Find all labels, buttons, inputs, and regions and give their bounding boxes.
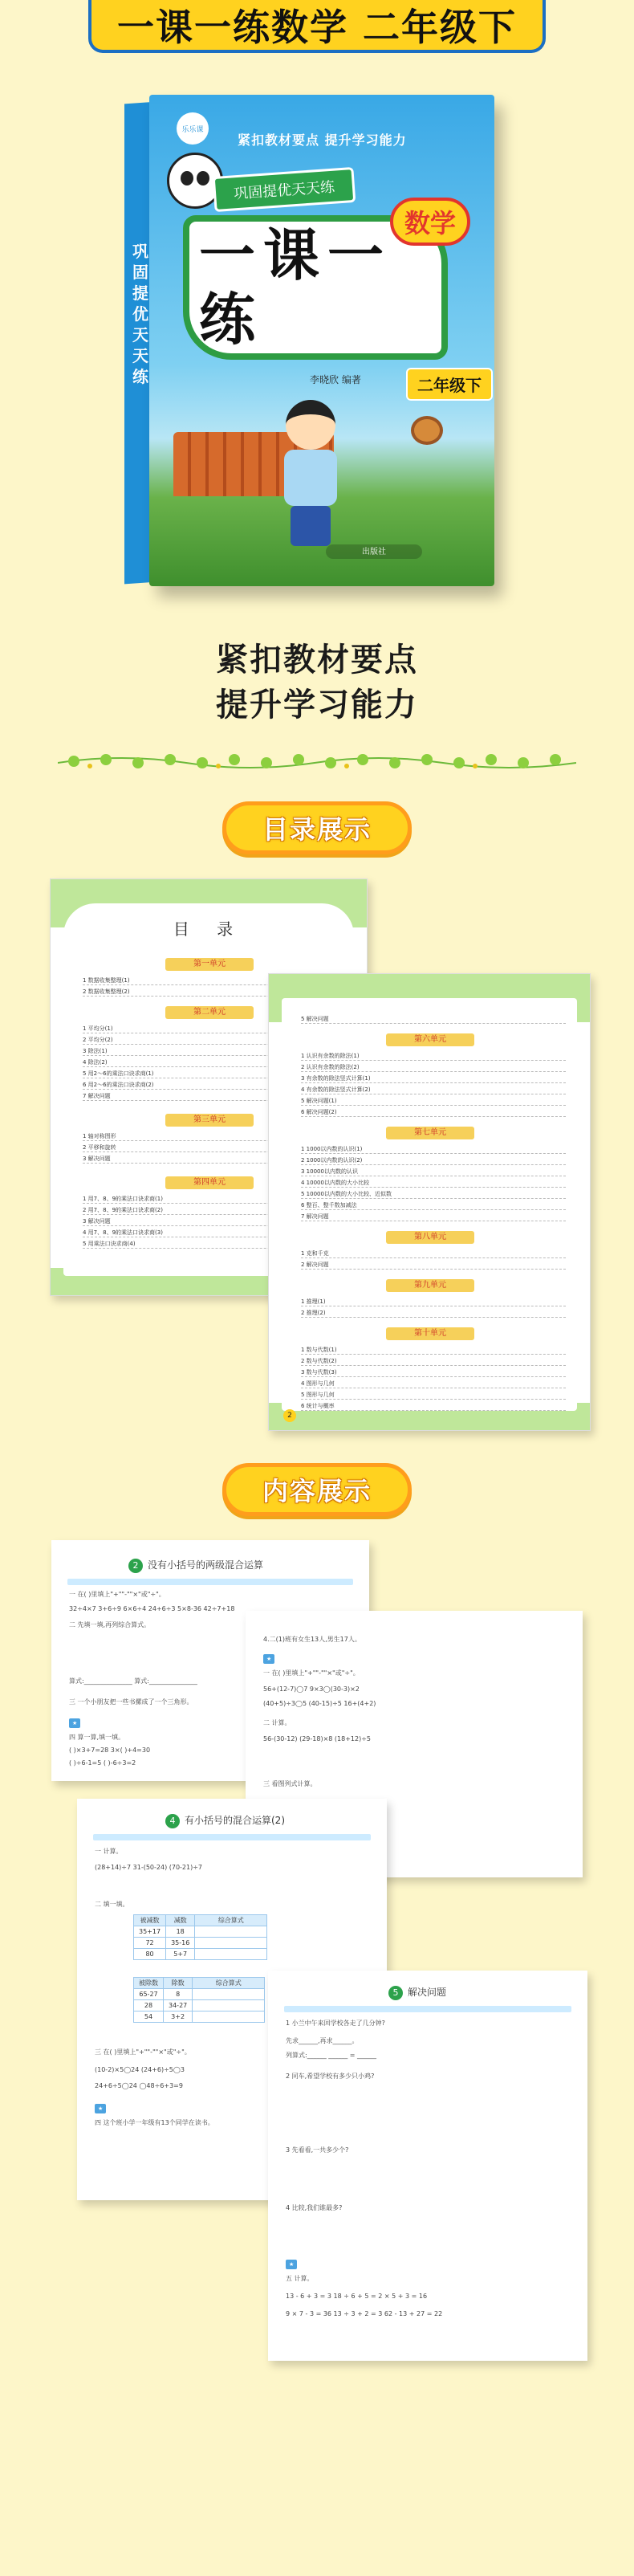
lesson-number-badge: 5 xyxy=(388,1986,403,2000)
practice-tag: ★ xyxy=(95,2104,106,2113)
worksheet-line: 2 同车,希望学校有多少只小鸡? xyxy=(286,2073,375,2080)
toc-section-button xyxy=(222,801,412,854)
toc-entry: 3 解决问题 xyxy=(83,1156,343,1164)
worksheet-line: 四 算一算,填一填。 xyxy=(69,1734,125,1741)
toc-entry: 1 推理(1) xyxy=(301,1298,566,1306)
worksheet-line: 算式:_______________ 算式:_______________ xyxy=(69,1677,197,1685)
worksheet-title-3 xyxy=(165,1813,285,1828)
toc-entry: 5 10000以内数的大小比较、近似数 xyxy=(301,1191,566,1199)
toc-unit-2: 第二单元 xyxy=(165,1006,254,1019)
subject-badge: 数学 xyxy=(390,198,470,246)
worksheet-page-4 xyxy=(268,1971,587,2361)
toc-entry: 1 克和千克 xyxy=(301,1250,566,1258)
toc-unit-7: 第七单元 xyxy=(386,1127,474,1139)
cover-slogan: 紧扣教材要点 提升学习能力 xyxy=(238,132,407,148)
toc-entry: 2 平均分(2) xyxy=(83,1037,343,1045)
worksheet-title-text: 解决问题 xyxy=(408,1987,447,1998)
worksheet-line: 二 计算。 xyxy=(263,1719,291,1726)
worksheet-line: 二 填一填。 xyxy=(95,1901,129,1908)
boy-illustration xyxy=(270,400,350,560)
toc-entry: 2 数与代数(2) xyxy=(301,1358,566,1366)
toc-unit-8: 第八单元 xyxy=(386,1231,474,1244)
slogan-line-1: 紧扣教材要点 xyxy=(216,642,418,679)
worksheet-line: 先求______,再求______。 xyxy=(286,2037,359,2044)
worksheet-line: 列算式:______ ______ = ______ xyxy=(286,2052,377,2059)
toc-entry: 6 解决问题(2) xyxy=(301,1109,566,1117)
worksheet-line: (28+14)÷7 31-(50-24) (70-21)÷7 xyxy=(95,1864,203,1871)
toc-entry: 1 用7、8、9的乘法口诀求商(1) xyxy=(83,1196,343,1204)
worksheet-line: 四 这个班小学一年级有13个同学在读书。 xyxy=(95,2119,214,2126)
toc-entry: 3 除法(1) xyxy=(83,1048,343,1056)
toc-entry: 7 解决问题 xyxy=(301,1213,566,1221)
toc-entry: 2 认识有余数的除法(2) xyxy=(301,1064,566,1072)
worksheet-line: 一 在( )里填上"+""-""×"或"÷"。 xyxy=(263,1669,360,1677)
toc-entry: 1 轴对称图形 xyxy=(83,1133,343,1141)
publisher-label: 出版社 xyxy=(326,544,422,559)
toc-section-label: 目录展示 xyxy=(262,814,372,845)
toc-entry: 1 认识有余数的除法(1) xyxy=(301,1053,566,1061)
toc-heading: 目 录 xyxy=(173,919,245,939)
toc-unit-3: 第三单元 xyxy=(165,1114,254,1127)
worksheet-line: 1 小兰中午来回学校各走了几分钟? xyxy=(286,2020,385,2027)
snail-icon xyxy=(411,416,443,445)
toc-entry: 5 用2～6的乘法口诀求商(1) xyxy=(83,1070,343,1078)
worksheet-line: 3 先看看,一共多少个? xyxy=(286,2146,349,2154)
toc-entry: 7 解决问题 xyxy=(83,1093,343,1101)
toc-entry: 2 数据收集整理(2) xyxy=(83,988,343,997)
calc-table-1: 被减数 减数 综合算式 35+17 18 72 35-16 80 5+7 xyxy=(133,1914,267,1960)
toc-entry: 3 有余数的除法竖式计算(1) xyxy=(301,1075,566,1083)
worksheet-line: 二 先填一填,再列综合算式。 xyxy=(69,1621,151,1628)
calc-table-2: 被除数 除数 综合算式 65-27 8 28 34-27 54 3+2 xyxy=(133,1977,265,2023)
spine-text: 巩固提优天天练 xyxy=(132,242,148,386)
toc-entry: 5 用乘法口诀求商(4) xyxy=(83,1241,343,1249)
worksheet-line: 32÷4×7 3+6÷9 6×6÷4 24+6÷3 5×8-36 42÷7+18 xyxy=(69,1605,235,1612)
banner-title: 一课一练数学 二年级下 xyxy=(116,6,517,49)
toc-unit-4: 第四单元 xyxy=(165,1176,254,1189)
toc-entry: 2 1000以内数的认识(2) xyxy=(301,1157,566,1165)
worksheet-line: 一 在( )里填上"+""-""×"或"÷"。 xyxy=(69,1591,165,1598)
content-section-button xyxy=(222,1463,412,1516)
practice-tag: ★ xyxy=(263,1654,274,1664)
worksheet-line: 56-(30-12) (29-18)×8 (18+12)÷5 xyxy=(263,1735,372,1742)
worksheet-line: 三 在( )里填上"+""-""×"或"÷"。 xyxy=(95,2048,191,2056)
toc-entry: 4 10000以内数的大小比较 xyxy=(301,1180,566,1188)
toc-entry: 1 1000以内数的认识(1) xyxy=(301,1146,566,1154)
toc-entry: 1 数与代数(1) xyxy=(301,1347,566,1355)
toc-page-right xyxy=(268,973,591,1431)
lesson-number-badge: 2 xyxy=(128,1559,143,1573)
worksheet-line: 五 计算。 xyxy=(286,2275,314,2282)
practice-tag: ★ xyxy=(286,2260,297,2269)
worksheet-line: 9 × 7 - 3 = 36 13 ÷ 3 + 2 = 3 62 - 13 + 27 = 22 xyxy=(286,2310,443,2317)
toc-entry: 2 用7、8、9的乘法口诀求商(2) xyxy=(83,1207,343,1215)
toc-unit-10: 第十单元 xyxy=(386,1327,474,1340)
worksheet-line: ( )÷6-1=5 ( )-6÷3=2 xyxy=(69,1759,136,1767)
worksheet-line: 24+6÷5◯24 ◯48÷6+3=9 xyxy=(95,2082,183,2089)
toc-entry: 4 除法(2) xyxy=(83,1059,343,1067)
toc-entry: 2 推理(2) xyxy=(301,1310,566,1318)
toc-entry: 6 用2～6的乘法口诀求商(2) xyxy=(83,1082,343,1090)
toc-entry: 5 图形与几何 xyxy=(301,1392,566,1400)
worksheet-line: 三 一个小朋友把一些书摞成了一个三角形。 xyxy=(69,1698,193,1706)
slogan-line-2: 提升学习能力 xyxy=(216,687,418,723)
toc-entry: 6 统计与概率 xyxy=(301,1403,566,1411)
toc-unit-6: 第六单元 xyxy=(386,1033,474,1046)
worksheet-line: 13 - 6 + 3 = 3 18 ÷ 6 + 5 = 2 × 5 + 3 = 16 xyxy=(286,2293,428,2300)
toc-entry: 4 有余数的除法竖式计算(2) xyxy=(301,1086,566,1094)
lesson-number-badge: 4 xyxy=(165,1814,180,1828)
cover-author: 李晓欣 编著 xyxy=(310,374,361,385)
clover-vine-divider xyxy=(58,745,576,777)
toc-entry: 4 图形与几何 xyxy=(301,1380,566,1388)
worksheet-title-1 xyxy=(128,1558,263,1573)
cover-main-title: 一课一练 xyxy=(199,222,392,353)
toc-entry: 1 平均分(1) xyxy=(83,1025,343,1033)
worksheet-line: 4.二(1)班有女生13人,男生17人。 xyxy=(263,1636,361,1643)
worksheet-line: (10-2)×5◯24 (24+6)÷5◯3 xyxy=(95,2066,185,2073)
worksheet-line: 56+(12-7)◯7 9×3◯(30-3)×2 xyxy=(263,1685,360,1693)
book-cover xyxy=(149,95,494,586)
page-number: 2 xyxy=(283,1409,296,1422)
worksheet-line: 4 比较,我们谁最多? xyxy=(286,2204,343,2211)
worksheet-line: (40+5)÷3◯5 (40-15)÷5 16+(4+2) xyxy=(263,1700,376,1707)
worksheet-line: 三 看图列式计算。 xyxy=(263,1780,317,1787)
toc-unit-9: 第九单元 xyxy=(386,1279,474,1292)
toc-unit-1: 第一单元 xyxy=(165,958,254,971)
cover-ribbon: 巩固提优天天练 xyxy=(213,167,356,212)
worksheet-title-text: 没有小括号的两级混合运算 xyxy=(148,1559,264,1571)
toc-entry: 3 数与代数(3) xyxy=(301,1369,566,1377)
worksheet-line: ( )×3+7=28 3×( )+4=30 xyxy=(69,1747,151,1754)
toc-entry: 2 解决问题 xyxy=(301,1262,566,1270)
toc-entry: 6 整百、整千数加减法 xyxy=(301,1202,566,1210)
toc-entry: 5 解决问题(1) xyxy=(301,1098,566,1106)
practice-tag: ★ xyxy=(69,1718,80,1728)
toc-entry: 4 用7、8、9的乘法口诀求商(3) xyxy=(83,1229,343,1237)
worksheet-title-4 xyxy=(388,1985,446,2000)
worksheet-line: 一 计算。 xyxy=(95,1848,123,1855)
content-section-label: 内容展示 xyxy=(262,1476,372,1506)
brand-logo: 乐乐课 xyxy=(177,112,209,145)
toc-entry: 5 解决问题 xyxy=(301,1016,566,1024)
toc-entry: 1 数据收集整理(1) xyxy=(83,977,343,985)
title-banner xyxy=(88,0,546,53)
grade-badge: 二年级下 xyxy=(406,368,493,401)
worksheet-title-text: 有小括号的混合运算(2) xyxy=(185,1815,285,1826)
toc-entry: 3 10000以内数的认识 xyxy=(301,1168,566,1176)
toc-entry: 3 解决问题 xyxy=(83,1218,343,1226)
toc-entry: 2 平移和旋转 xyxy=(83,1144,343,1152)
